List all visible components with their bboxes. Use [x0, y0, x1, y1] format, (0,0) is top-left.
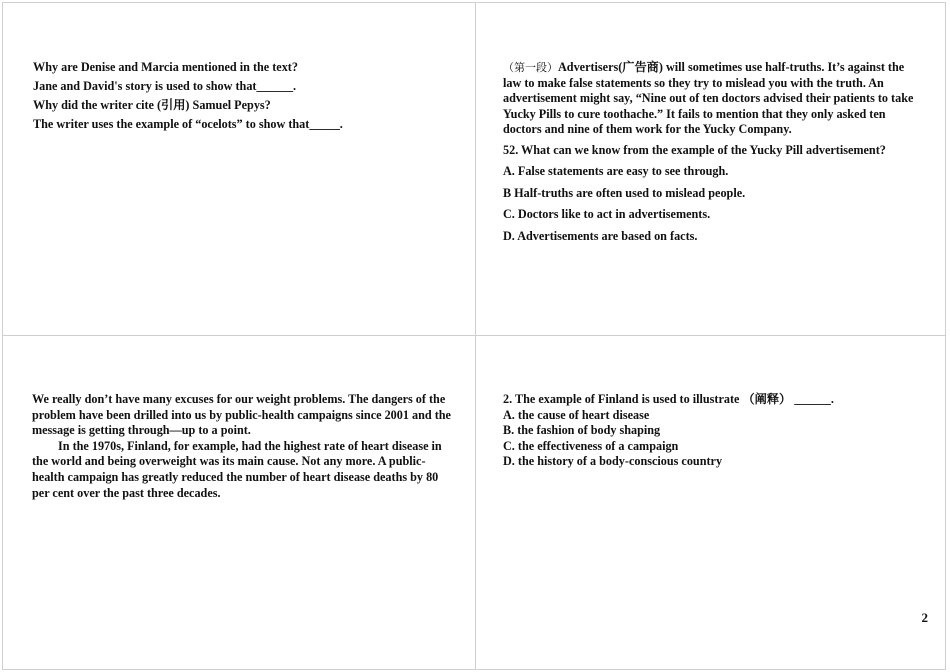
option-d: D. Advertisements are based on facts.	[503, 228, 698, 243]
option-c: C. Doctors like to act in advertisements.	[503, 207, 711, 222]
page-number: 2	[921, 610, 928, 625]
question-line: Why are Denise and Marcia mentioned in the text?	[33, 60, 298, 74]
passage-paragraph-2: In the 1970s, Finland, for example, had the highest rate of heart disease in the world and being overweight was its main cause. Not any more. A public-health campaign has greatly reduced the number of heart disease deaths by 80 per cent over the past three decades.	[32, 438, 442, 500]
passage-paragraph-1: We really don’t have many excuses for our weight problems. The dangers of the problem have been drilled into us by public-health campaigns since 2001 and the message is getting through—up to a point.	[32, 392, 451, 438]
paragraph-marker: （第一段）	[503, 61, 558, 74]
horizontal-divider	[2, 335, 946, 336]
panel-top-right	[503, 60, 923, 245]
option-a: A. the cause of heart disease	[503, 407, 650, 422]
option-b: B. the fashion of body shaping	[503, 423, 661, 438]
advertising-passage	[503, 60, 923, 138]
option-a: A. False statements are easy to see through.	[503, 164, 729, 179]
vertical-divider	[475, 2, 476, 670]
panel-top-left	[33, 58, 453, 134]
question-2: 2. The example of Finland is used to illustrate （阐释） ______.	[503, 392, 834, 406]
question-line: The writer uses the example of “ocelots” to show that_____.	[33, 117, 343, 131]
passage-text: Advertisers(广告商) will sometimes use half-truths. It’s against the law to make false statements so they try to mislead you with the truth. An advertisement might say, “Nine out of ten doctors advised their patients to take Yucky Pills to cure toothache.” It fails to mention that they only asked ten doctors and nine of them work for the Yucky Company.	[503, 60, 914, 137]
question-52: 52. What can we know from the example of the Yucky Pill advertisement?	[503, 142, 886, 157]
question-line: Why did the writer cite (引用) Samuel Pepys?	[33, 98, 271, 112]
option-b: B Half-truths are often used to mislead people.	[503, 185, 746, 200]
option-d: D. the history of a body-conscious country	[503, 454, 723, 469]
option-c: C. the effectiveness of a campaign	[503, 438, 679, 453]
panel-bottom-left	[32, 392, 457, 501]
panel-bottom-right	[503, 392, 923, 470]
question-line: Jane and David's story is used to show that______.	[33, 79, 297, 93]
